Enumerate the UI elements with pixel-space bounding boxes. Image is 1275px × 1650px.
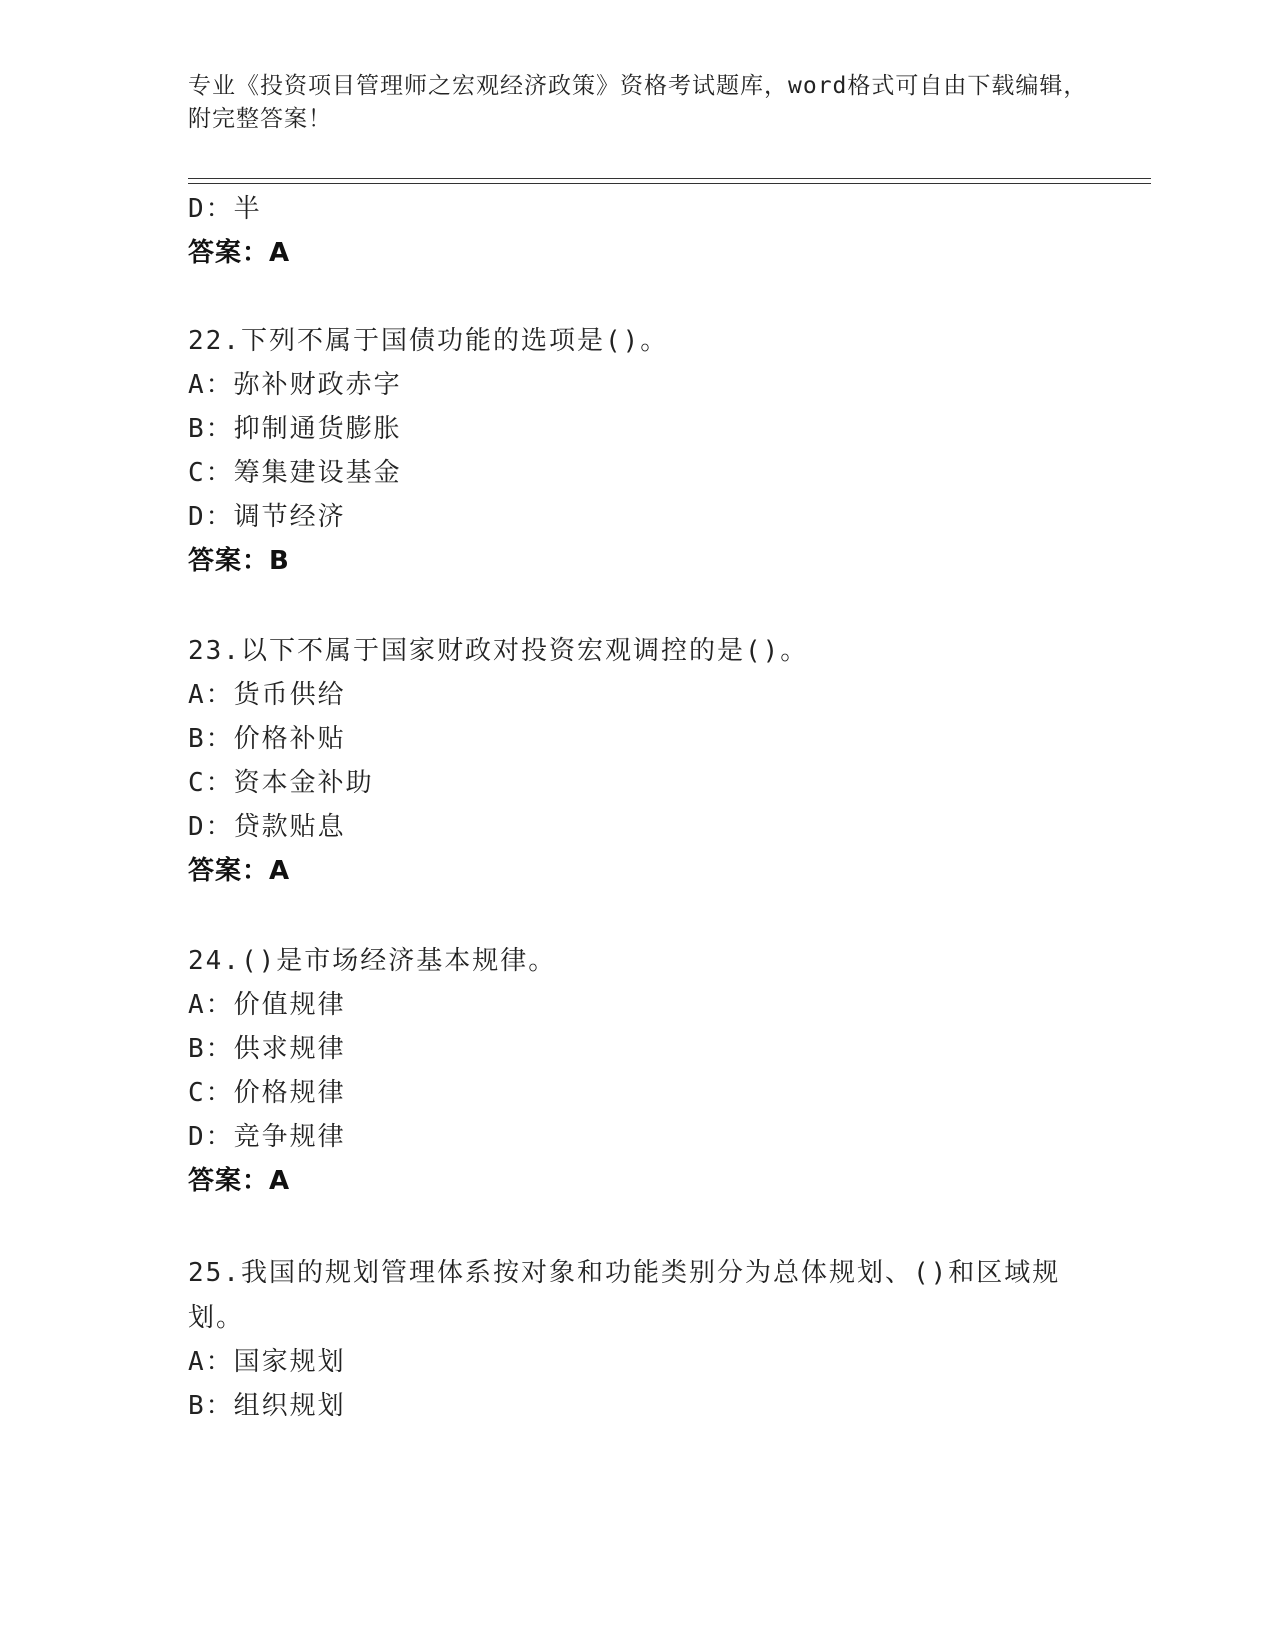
- q22-answer: 答案：B: [188, 546, 290, 576]
- q25-option-a: A：国家规划: [188, 1347, 346, 1377]
- q22-option-a: A：弥补财政赤字: [188, 370, 402, 400]
- q24-answer: 答案：A: [188, 1166, 291, 1196]
- q24-option-c: C：价格规律: [188, 1078, 346, 1108]
- header-divider-bottom: [188, 183, 1151, 184]
- prev-answer: 答案：A: [188, 238, 291, 268]
- q24-option-d: D：竞争规律: [188, 1122, 346, 1152]
- q24-option-b: B：供求规律: [188, 1034, 346, 1064]
- q23-question: 23.以下不属于国家财政对投资宏观调控的是()。: [188, 636, 809, 666]
- q22-option-b: B：抑制通货膨胀: [188, 414, 402, 444]
- q23-option-a: A：货币供给: [188, 680, 346, 710]
- q22-option-c: C：筹集建设基金: [188, 458, 402, 488]
- q23-option-b: B：价格补贴: [188, 724, 346, 754]
- q24-question: 24.()是市场经济基本规律。: [188, 946, 557, 976]
- q23-answer: 答案：A: [188, 856, 291, 886]
- q24-option-a: A：价值规律: [188, 990, 346, 1020]
- q22-option-d: D：调节经济: [188, 502, 346, 532]
- header-divider-top: [188, 178, 1151, 179]
- q22-question: 22.下列不属于国债功能的选项是()。: [188, 326, 669, 356]
- q23-option-d: D：贷款贴息: [188, 812, 346, 842]
- q23-option-c: C：资本金补助: [188, 768, 374, 798]
- prev-option-d: D：半: [188, 194, 262, 224]
- document-header: 专业《投资项目管理师之宏观经济政策》资格考试题库，word格式可自由下载编辑，附完整答案！: [188, 73, 1088, 132]
- q25-question: 25.我国的规划管理体系按对象和功能类别分为总体规划、()和区域规划。: [188, 1258, 1061, 1333]
- q25-option-b: B：组织规划: [188, 1391, 346, 1421]
